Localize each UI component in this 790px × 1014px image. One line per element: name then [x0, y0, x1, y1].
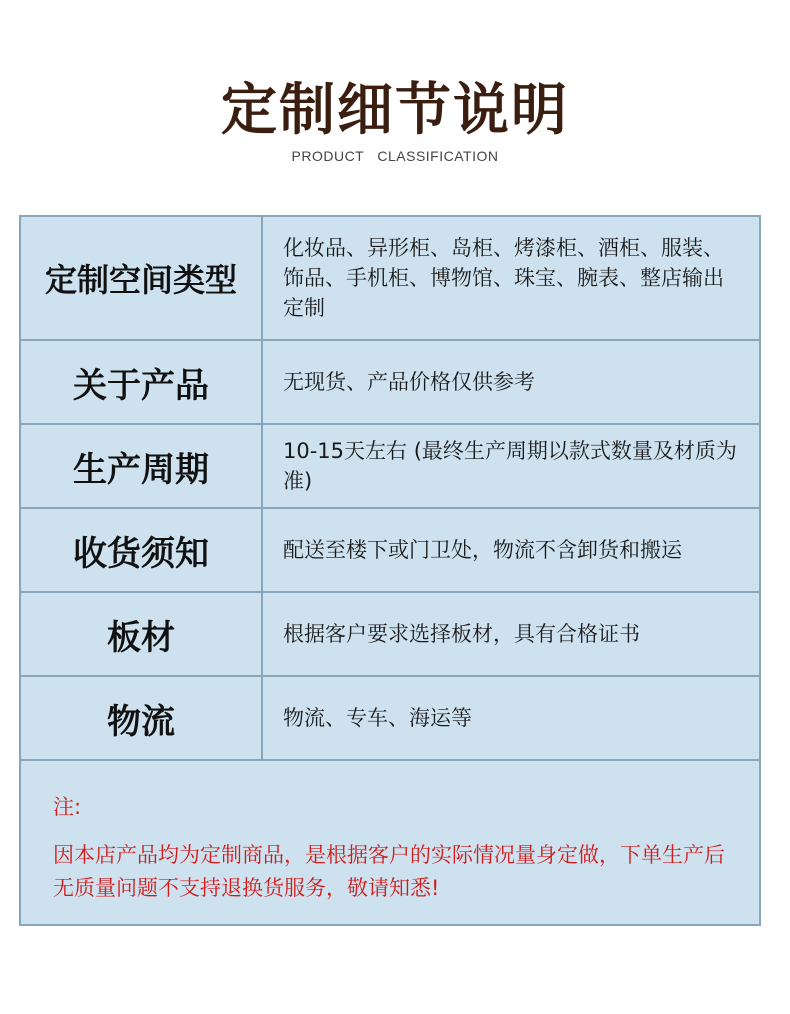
table-row — [20, 216, 760, 340]
spec-table — [19, 215, 761, 761]
row-value: 物流、专车、海运等 — [262, 676, 760, 760]
row-value: 无现货、产品价格仅供参考 — [262, 340, 760, 424]
page-subtitle: PRODUCT CLASSIFICATION — [291, 148, 499, 164]
row-value: 10-15天左右 (最终生产周期以款式数量及材质为准) — [262, 424, 760, 508]
row-label: 定制空间类型 — [20, 216, 262, 340]
row-label: 关于产品 — [20, 340, 262, 424]
page-title: 定制细节说明 — [221, 78, 569, 143]
row-label: 板材 — [20, 592, 262, 676]
row-value: 根据客户要求选择板材，具有合格证书 — [262, 592, 760, 676]
row-value: 配送至楼下或门卫处，物流不含卸货和搬运 — [262, 508, 760, 592]
note-box — [19, 759, 761, 926]
table-row — [20, 676, 760, 760]
note-text: 因本店产品均为定制商品，是根据客户的实际情况量身定做，下单生产后无质量问题不支持退换货服务，敬请知悉! — [53, 843, 725, 900]
note-label: 注: — [53, 795, 82, 819]
table-row — [20, 592, 760, 676]
row-label: 收货须知 — [20, 508, 262, 592]
table-row — [20, 424, 760, 508]
row-value: 化妆品、异形柜、岛柜、烤漆柜、酒柜、服装、饰品、手机柜、博物馆、珠宝、腕表、整店输出定制 — [262, 216, 760, 340]
table-row — [20, 340, 760, 424]
table-row — [20, 508, 760, 592]
row-label: 物流 — [20, 676, 262, 760]
row-label: 生产周期 — [20, 424, 262, 508]
